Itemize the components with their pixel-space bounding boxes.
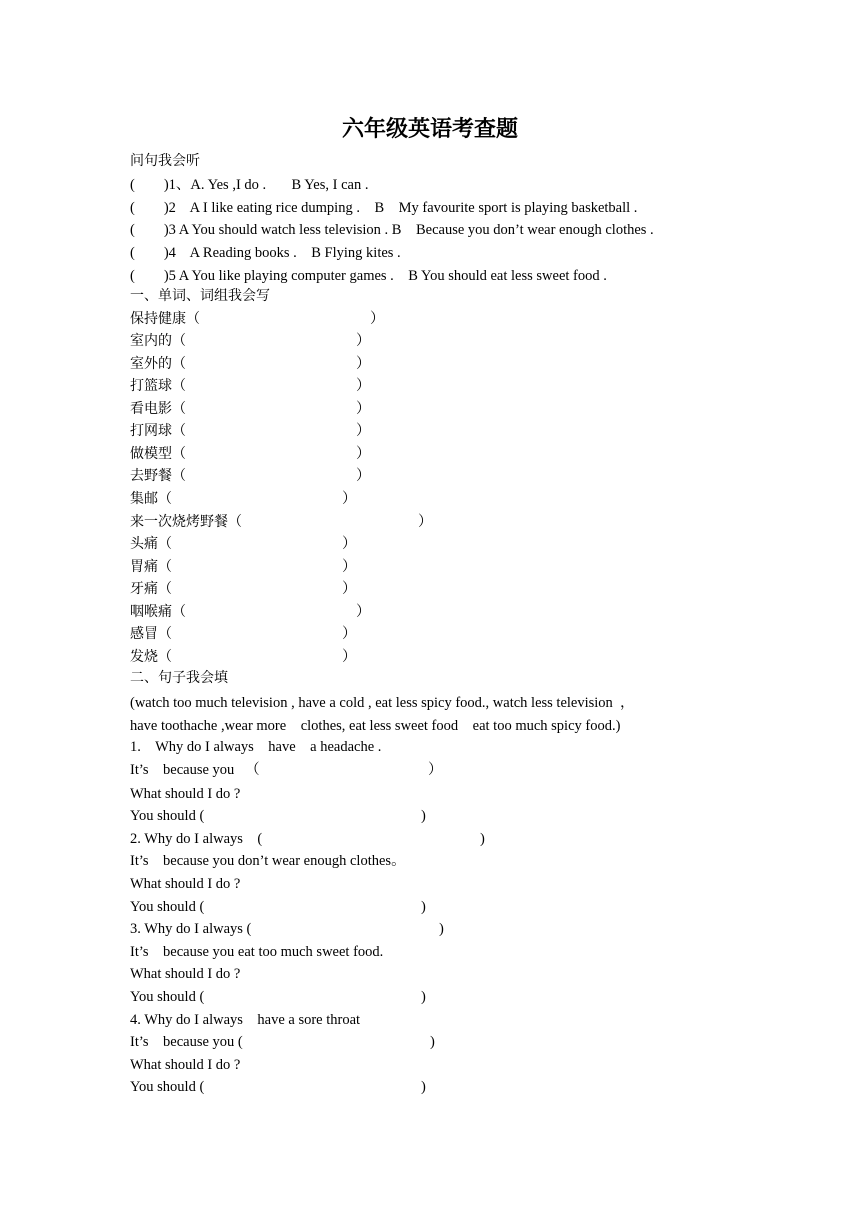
word-item-close: ）: [356, 423, 371, 439]
word-item-close: ）: [356, 604, 371, 620]
word-item-label: 去野餐（: [130, 468, 186, 484]
sentence-line: 4. Why do I always have a sore throat: [130, 1012, 361, 1028]
word-item-label: 打网球（: [130, 423, 186, 439]
word-item-close: ）: [342, 649, 357, 665]
sentence-line: 2. Why do I always (: [130, 831, 263, 847]
word-item-close: ）: [342, 536, 357, 552]
sentence-line: What should I do ?: [130, 876, 241, 892]
word-item-close: ）: [356, 356, 371, 372]
word-item-label: 牙痛（: [130, 581, 172, 597]
sentence-close-paren: ): [421, 989, 426, 1005]
word-item-close: ）: [342, 581, 357, 597]
sentence-line: It’s because you don’t wear enough clothes。: [130, 853, 406, 869]
sentence-line: It’s because you (: [130, 1034, 243, 1050]
word-item-close: ）: [356, 333, 371, 349]
word-item-label: 胃痛（: [130, 559, 172, 575]
word-item-close: ）: [342, 626, 357, 642]
sentence-close-paren: ): [480, 831, 485, 847]
word-item-label: 来一次烧烤野餐（: [130, 514, 242, 530]
word-item-close: ）: [342, 559, 357, 575]
sentence-line: 1. Why do I always have a headache .: [130, 739, 382, 755]
word-item-label: 打篮球（: [130, 378, 186, 394]
listening-item-4: ( )4 A Reading books . B Flying kites .: [130, 245, 401, 261]
word-item-label: 头痛（: [130, 536, 172, 552]
word-item-close: ）: [370, 311, 385, 327]
listening-item-1: ( )1、A. Yes ,I do . B Yes, I can .: [130, 177, 369, 193]
sentences-heading: 二、句子我会填: [130, 670, 228, 686]
options-line-1: (watch too much television , have a cold , eat less spicy food., watch less television ，: [130, 695, 635, 711]
sentence-line: 3. Why do I always (: [130, 921, 252, 937]
sentence-line: It’s because you （: [130, 762, 260, 778]
word-item-close: ）: [356, 468, 371, 484]
word-item-close: ）: [418, 514, 433, 530]
page-title: 六年级英语考查题: [341, 117, 518, 142]
word-item-label: 集邮（: [130, 491, 172, 507]
word-item-label: 做模型（: [130, 446, 186, 462]
word-item-close: ）: [356, 378, 371, 394]
sentence-close-paren: ): [421, 1079, 426, 1095]
sentence-close-paren: ): [439, 921, 444, 937]
sentence-line: It’s because you eat too much sweet food.: [130, 944, 384, 960]
word-item-close: ）: [342, 491, 357, 507]
listening-item-5: ( )5 A You like playing computer games . B You should eat less sweet food .: [130, 268, 607, 284]
listening-item-2: ( )2 A I like eating rice dumping . B My favourite sport is playing basketball .: [130, 200, 638, 216]
options-line-2: have toothache ,wear more clothes, eat less sweet food eat too much spicy food.): [130, 718, 621, 734]
sentence-close-paren: ）: [428, 762, 443, 778]
sentence-line: You should (: [130, 808, 205, 824]
sentence-line: You should (: [130, 989, 205, 1005]
word-item-close: ）: [356, 401, 371, 417]
words-heading: 一、单词、词组我会写: [130, 288, 270, 304]
sentence-line: What should I do ?: [130, 786, 241, 802]
sentence-close-paren: ): [421, 808, 426, 824]
listening-heading: 问句我会听: [130, 153, 200, 169]
word-item-label: 感冒（: [130, 626, 172, 642]
word-item-label: 咽喉痛（: [130, 604, 186, 620]
sentence-close-paren: ): [430, 1034, 435, 1050]
listening-item-3: ( )3 A You should watch less television . B Because you don’t wear enough clothes .: [130, 222, 654, 238]
sentence-line: You should (: [130, 899, 205, 915]
word-item-label: 室内的（: [130, 333, 186, 349]
sentence-line: You should (: [130, 1079, 205, 1095]
word-item-label: 保持健康（: [130, 311, 200, 327]
sentence-line: What should I do ?: [130, 966, 241, 982]
sentence-close-paren: ): [421, 899, 426, 915]
word-item-close: ）: [356, 446, 371, 462]
word-item-label: 室外的（: [130, 356, 186, 372]
word-item-label: 看电影（: [130, 401, 186, 417]
sentence-line: What should I do ?: [130, 1057, 241, 1073]
word-item-label: 发烧（: [130, 649, 172, 665]
